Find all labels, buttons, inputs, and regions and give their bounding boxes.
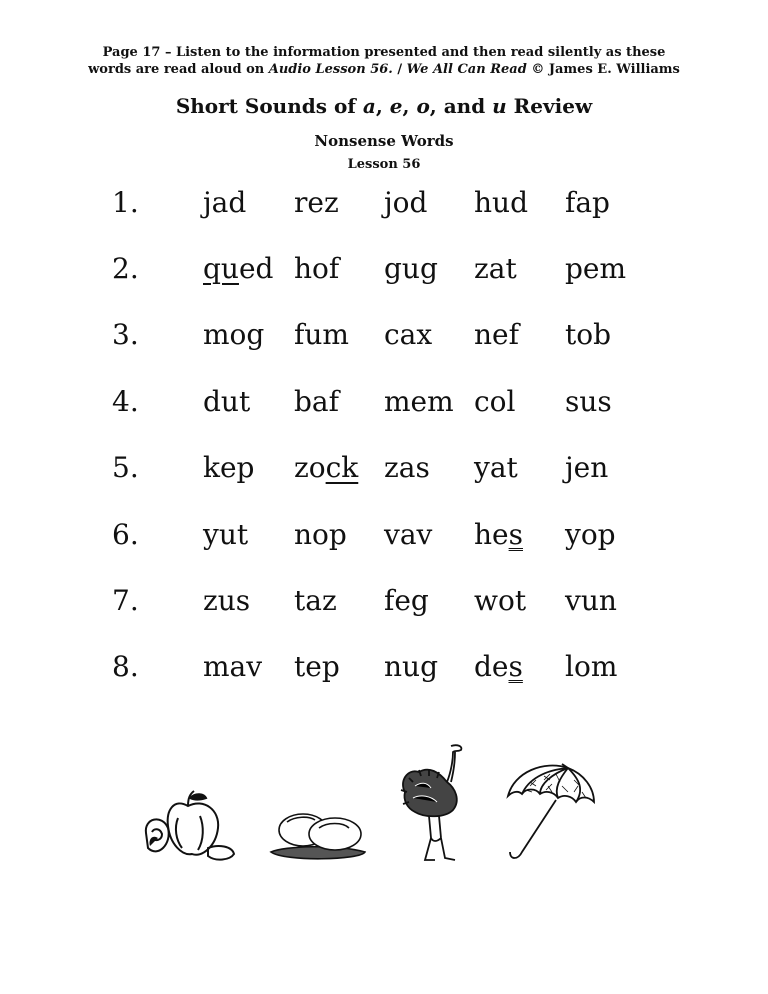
picture-strip [0,730,768,870]
nonsense-word: jen [565,451,609,484]
nonsense-word: kep [203,451,255,484]
nonsense-word: mog [203,318,265,351]
subtitle: Nonsense Words [314,132,454,150]
row-number: 4. [112,385,139,418]
page-header [0,44,768,78]
nonsense-word: fap [565,186,610,219]
apple-icon [138,788,238,863]
nonsense-word: feg [384,584,429,617]
underlined-letters: s [508,518,523,551]
title-sep: , [375,94,390,118]
nonsense-word [474,650,523,683]
nonsense-word: yop [565,518,616,551]
nonsense-word: nug [384,650,438,683]
nonsense-word: gug [384,252,438,285]
header-sep: / [392,62,407,77]
title-sep: , [402,94,417,118]
nonsense-word: nef [474,318,519,351]
row-number: 1. [112,186,139,219]
nonsense-word: dut [203,385,251,418]
ostrich-icon [395,742,475,864]
nonsense-word: sus [565,385,612,418]
word-part: he [474,518,509,551]
nonsense-word: yut [203,518,249,551]
row-number: 8. [112,650,139,683]
header-text: words are read aloud on [88,62,269,77]
title-vowel-a: a [362,94,376,118]
nonsense-word: zas [384,451,430,484]
nonsense-word [294,451,358,484]
nonsense-word: mav [203,650,263,683]
nonsense-word: hof [294,252,340,285]
word-row [0,584,768,634]
word-row [0,186,768,236]
nonsense-word: cax [384,318,433,351]
nonsense-word: tob [565,318,612,351]
title-vowel-o: o [416,94,430,118]
row-number: 5. [112,451,139,484]
nonsense-word: tep [294,650,340,683]
title-text: Review [506,94,593,118]
header-line-1: Page 17 – Listen to the information presented and then read silently as these [102,45,666,60]
nonsense-word: fum [294,318,349,351]
row-number: 7. [112,584,139,617]
nonsense-word [203,252,273,285]
word-row [0,385,768,435]
nonsense-word: jad [203,186,247,219]
word-part: de [474,650,509,683]
row-number: 2. [112,252,139,285]
title-sep: , and [429,94,493,118]
header-line-2 [0,61,768,78]
nonsense-word: yat [474,451,518,484]
row-number: 3. [112,318,139,351]
nonsense-word: rez [294,186,339,219]
word-row [0,318,768,368]
nonsense-word: zat [474,252,517,285]
nonsense-word: taz [294,584,337,617]
nonsense-word [474,518,523,551]
book-title: We All Can Read [406,62,527,77]
title-vowel-u: u [492,94,507,118]
nonsense-word: vun [565,584,617,617]
nonsense-word: col [474,385,516,418]
copyright: © James E. Williams [526,62,680,77]
nonsense-word: hud [474,186,528,219]
nonsense-word: vav [384,518,433,551]
umbrella-icon [500,756,600,866]
nonsense-word: lom [565,650,618,683]
title-vowel-e: e [389,94,403,118]
word-part: zo [294,451,326,484]
row-number: 6. [112,518,139,551]
nonsense-word: zus [203,584,251,617]
word-part: ed [238,252,274,285]
nonsense-word: baf [294,385,339,418]
nonsense-word: pem [565,252,627,285]
nonsense-word: wot [474,584,527,617]
word-row [0,451,768,501]
nonsense-word: mem [384,385,454,418]
word-row [0,650,768,700]
page-title [0,94,768,118]
audio-lesson-ref: Audio Lesson 56. [268,62,393,77]
underlined-letters: qu [203,252,239,285]
word-row [0,518,768,568]
underlined-letters: ck [325,451,359,484]
nonsense-word: jod [384,186,428,219]
lesson-label: Lesson 56 [347,157,421,172]
underlined-letters: s [508,650,523,683]
egg-icon [265,802,370,864]
nonsense-word: nop [294,518,347,551]
word-row [0,252,768,302]
title-text: Short Sounds of [175,94,363,118]
